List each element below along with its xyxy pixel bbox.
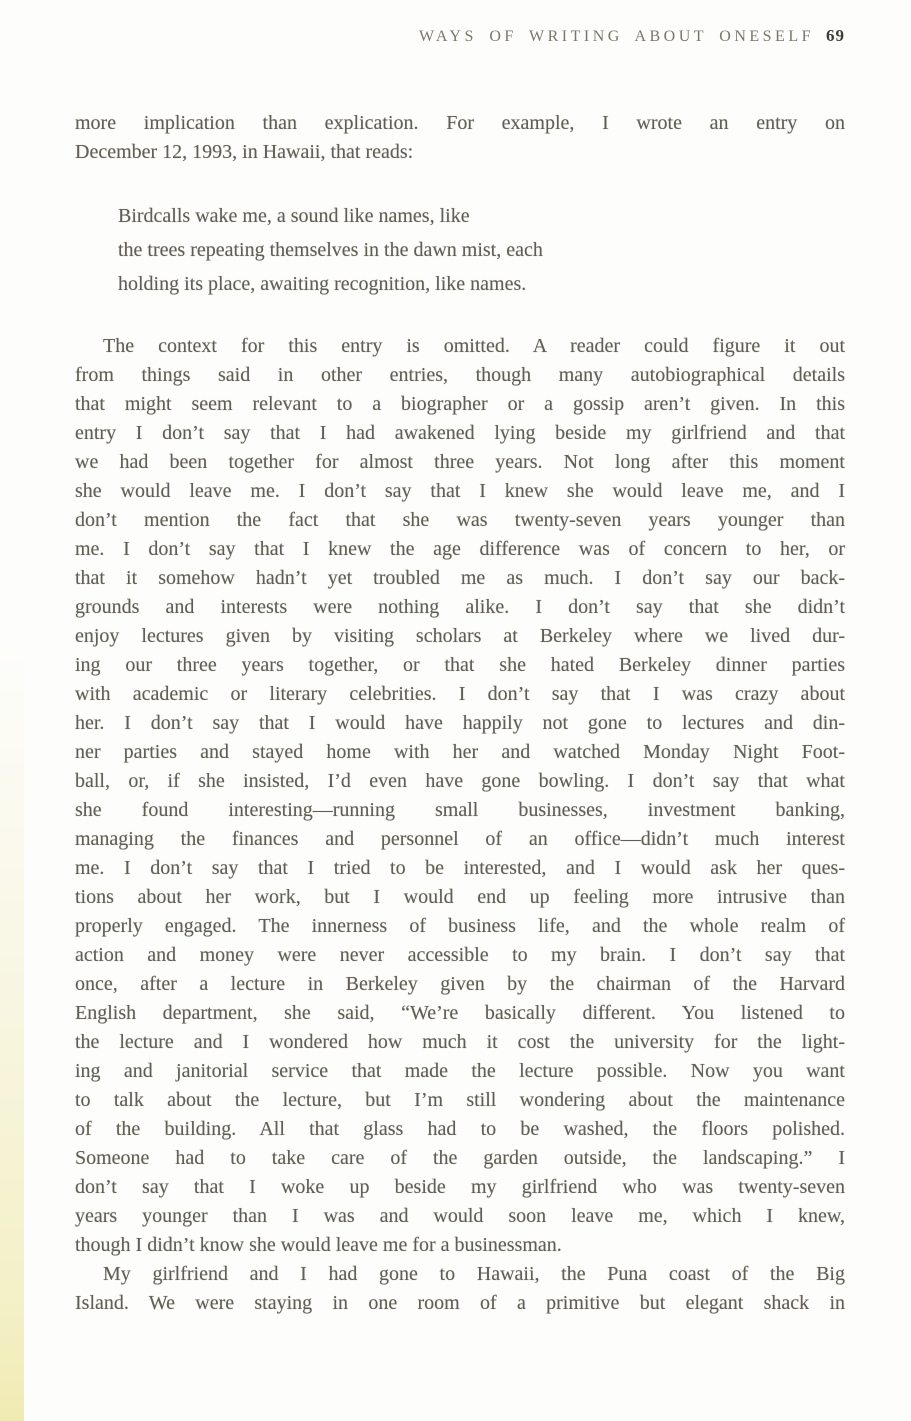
text-line: once, after a lecture in Berkeley given by the chairman of the Harvard bbox=[75, 973, 845, 995]
text-line: years younger than I was and would soon leave me, which I knew, bbox=[75, 1205, 845, 1227]
text-line: that might seem relevant to a biographer or a gossip aren’t given. In this bbox=[75, 393, 845, 415]
text-line: ball, or, if she insisted, I’d even have gone bowling. I don’t say that what bbox=[75, 770, 845, 792]
text-line: of the building. All that glass had to be washed, the floors polished. bbox=[75, 1118, 845, 1140]
text-line: we had been together for almost three years. Not long after this moment bbox=[75, 451, 845, 473]
text-line: action and money were never accessible to my brain. I don’t say that bbox=[75, 944, 845, 966]
text-line: though I didn’t know she would leave me for a businessman. bbox=[75, 1234, 562, 1256]
paragraph bbox=[75, 1260, 845, 1318]
text-line: she found interesting—running small businesses, investment banking, bbox=[75, 799, 845, 821]
text-line: English department, she said, “We’re basically different. You listened to bbox=[75, 1002, 845, 1024]
page-body bbox=[75, 109, 845, 1318]
text-line: don’t mention the fact that she was twenty-seven years younger than bbox=[75, 509, 845, 531]
text-line: more implication than explication. For example, I wrote an entry on bbox=[75, 112, 845, 134]
poem-line: Birdcalls wake me, a sound like names, like bbox=[118, 205, 470, 227]
text-line: tions about her work, but I would end up feeling more intrusive than bbox=[75, 886, 845, 908]
text-line: enjoy lectures given by visiting scholars at Berkeley where we lived dur- bbox=[75, 625, 845, 647]
text-line: from things said in other entries, though many autobiographical details bbox=[75, 364, 845, 386]
text-line: entry I don’t say that I had awakened lying beside my girlfriend and that bbox=[75, 422, 845, 444]
text-line: The context for this entry is omitted. A reader could figure it out bbox=[103, 335, 845, 357]
text-line: ing our three years together, or that she hated Berkeley dinner parties bbox=[75, 654, 845, 676]
text-line: Island. We were staying in one room of a primitive but elegant shack in bbox=[75, 1292, 845, 1314]
text-line: don’t say that I woke up beside my girlfriend who was twenty-seven bbox=[75, 1176, 845, 1198]
text-line: ner parties and stayed home with her and watched Monday Night Foot- bbox=[75, 741, 845, 763]
text-line: grounds and interests were nothing alike. I don’t say that she didn’t bbox=[75, 596, 845, 618]
text-line: me. I don’t say that I tried to be interested, and I would ask her ques- bbox=[75, 857, 845, 879]
text-line: December 12, 1993, in Hawaii, that reads: bbox=[75, 141, 414, 163]
text-line: me. I don’t say that I knew the age difference was of concern to her, or bbox=[75, 538, 845, 560]
text-line: properly engaged. The innerness of business life, and the whole realm of bbox=[75, 915, 845, 937]
text-line: with academic or literary celebrities. I don’t say that I was crazy about bbox=[75, 683, 845, 705]
page-edge-artifact bbox=[0, 0, 24, 1421]
text-line: her. I don’t say that I would have happily not gone to lectures and din- bbox=[75, 712, 845, 734]
running-header-title: WAYS OF WRITING ABOUT ONESELF bbox=[418, 28, 814, 45]
text-line: she would leave me. I don’t say that I knew she would leave me, and I bbox=[75, 480, 845, 502]
text-line: Someone had to take care of the garden outside, the landscaping.” I bbox=[75, 1147, 845, 1169]
page-number: 69 bbox=[826, 26, 845, 45]
page-content bbox=[75, 0, 845, 1318]
running-header bbox=[75, 26, 845, 46]
text-line: ing and janitorial service that made the lecture possible. Now you want bbox=[75, 1060, 845, 1082]
paragraph bbox=[75, 109, 845, 167]
text-line: that it somehow hadn’t yet troubled me as much. I don’t say our back- bbox=[75, 567, 845, 589]
paragraph bbox=[75, 332, 845, 1260]
poem-line: the trees repeating themselves in the dawn mist, each bbox=[118, 239, 543, 261]
text-line: managing the finances and personnel of an office—didn’t much interest bbox=[75, 828, 845, 850]
poem-line: holding its place, awaiting recognition, like names. bbox=[118, 273, 527, 295]
text-line: My girlfriend and I had gone to Hawaii, the Puna coast of the Big bbox=[103, 1263, 845, 1285]
poem-block bbox=[75, 199, 845, 301]
text-line: to talk about the lecture, but I’m still wondering about the maintenance bbox=[75, 1089, 845, 1111]
text-line: the lecture and I wondered how much it cost the university for the light- bbox=[75, 1031, 845, 1053]
